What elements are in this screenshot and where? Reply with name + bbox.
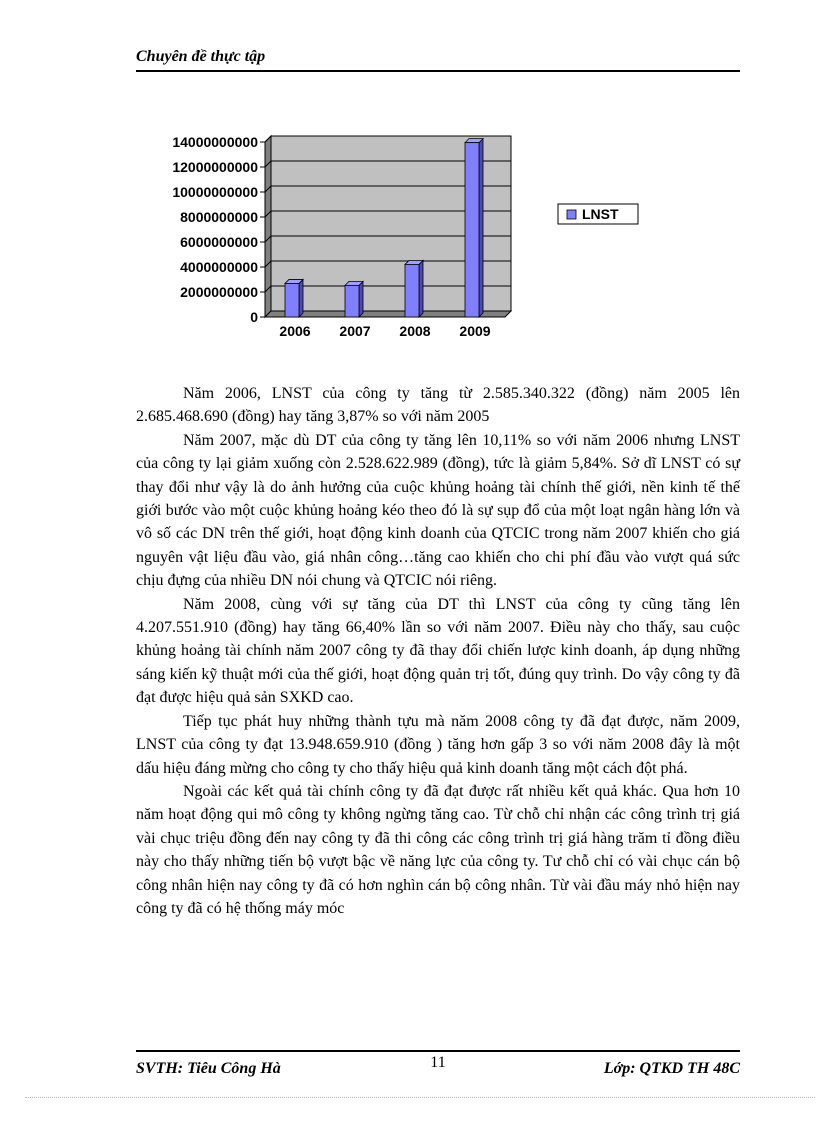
bar-2006 — [285, 283, 299, 317]
x-tick-label: 2009 — [459, 323, 491, 339]
footer-student: SVTH: Tiêu Công Hà — [136, 1060, 281, 1077]
bar-side — [299, 279, 303, 317]
legend-label: LNST — [582, 206, 619, 222]
header-title: Chuyên đề thực tập — [136, 48, 266, 65]
y-tick-label: 4000000000 — [180, 259, 258, 275]
bar-side — [479, 139, 483, 317]
page-number: 11 — [430, 1054, 446, 1071]
paragraph-2007: Năm 2007, mặc dù DT của công ty tăng lên 10,11% so với năm 2006 nhưng LNST của công ty lại giảm xuống còn 2.528.622.989 (đồng), tức là giảm 5,84%. Sở dĩ LNST có sự thay đổi như vậy là do ảnh hưởng của cuộc khủng hoảng tài chính thế giới, nền kinh tế thế giới bước vào một cuộc khủng hoảng kéo theo đó là sự sụp đổ của một loạt ngân hàng lớn và vô số các DN trên thế giới, hoạt động kinh doanh của QTCIC trong năm 2007 khiến cho giá nguyên vật liệu đầu vào, giá nhân công…tăng cao khiến cho chi phí đầu vào vượt quá sức chịu đựng của nhiều DN nói chung và QTCIC nói riêng. — [136, 431, 740, 590]
bar-side — [359, 281, 363, 317]
paragraph-2008: Năm 2008, cùng với sự tăng của DT thì LNST của công ty cũng tăng lên 4.207.551.910 (đồng) hay tăng 66,40% lần so với năm 2007. Điều này cho thấy, sau cuộc khủng hoảng tài chính năm 2007 công ty đã thay đổi chiến lược kinh doanh, áp dụng những sáng kiến kỹ thuật mới của thế giới, hoạt động quản trị tốt, đúng quy trình. Do vậy công ty đã đạt được hiệu quả sản SXKD cao. — [136, 595, 740, 707]
page-footer — [136, 1050, 740, 1082]
bar-side — [419, 260, 423, 317]
y-tick-label: 14000000000 — [172, 134, 258, 150]
legend-swatch — [567, 210, 576, 219]
y-tick-label: 6000000000 — [180, 234, 258, 250]
paragraph-2006: Năm 2006, LNST của công ty tăng từ 2.585.340.322 (đồng) năm 2005 lên 2.685.468.690 (đồng) hay tăng 3,87% so với năm 2005 — [136, 385, 740, 426]
y-tick-label: 12000000000 — [172, 159, 258, 175]
body-text — [136, 382, 740, 920]
chart-side-wall — [265, 136, 271, 317]
paragraph-2009: Tiếp tục phát huy những thành tựu mà năm 2008 công ty đã đạt được, năm 2009, LNST của công ty đạt 13.948.659.910 (đồng ) tăng hơn gấp 3 so với năm 2008 đây là một dấu hiệu đáng mừng cho công ty cho thấy hiệu quả kinh doanh tăng một cách đột phá. — [136, 712, 740, 777]
x-tick-label: 2006 — [279, 323, 311, 339]
x-tick-label: 2008 — [399, 323, 431, 339]
y-tick-label: 10000000000 — [172, 184, 258, 200]
y-tick-label: 0 — [250, 309, 258, 325]
x-tick-label: 2007 — [339, 323, 371, 339]
y-tick-label: 8000000000 — [180, 209, 258, 225]
y-tick-label: 2000000000 — [180, 284, 258, 300]
footer-class: Lớp: QTKD TH 48C — [603, 1060, 740, 1077]
page-bottom-dotted-rule — [25, 1097, 815, 1098]
bar-2009 — [465, 143, 479, 317]
page-header — [136, 48, 740, 72]
paragraph-other-results: Ngoài các kết quả tài chính công ty đã đạt được rất nhiều kết quả khác. Qua hơn 10 năm hoạt động qui mô công ty không ngừng tăng cao. Từ chỗ chỉ nhận các công trình trị giá vài chục triệu đồng đến nay công ty đã thi công các công trình trị giá hàng trăm tỉ đồng điều này cho thấy những tiến bộ vượt bậc về năng lực của công ty. Tư chỗ chỉ có vài chục cán bộ công nhân hiện nay công ty đã có hơn nghìn cán bộ công nhân. Từ vài đầu máy nhỏ hiện nay công ty đã có hệ thống máy móc — [136, 782, 740, 917]
lnst-bar-chart — [140, 130, 660, 355]
bar-2007 — [345, 285, 359, 317]
bar-2008 — [405, 264, 419, 317]
